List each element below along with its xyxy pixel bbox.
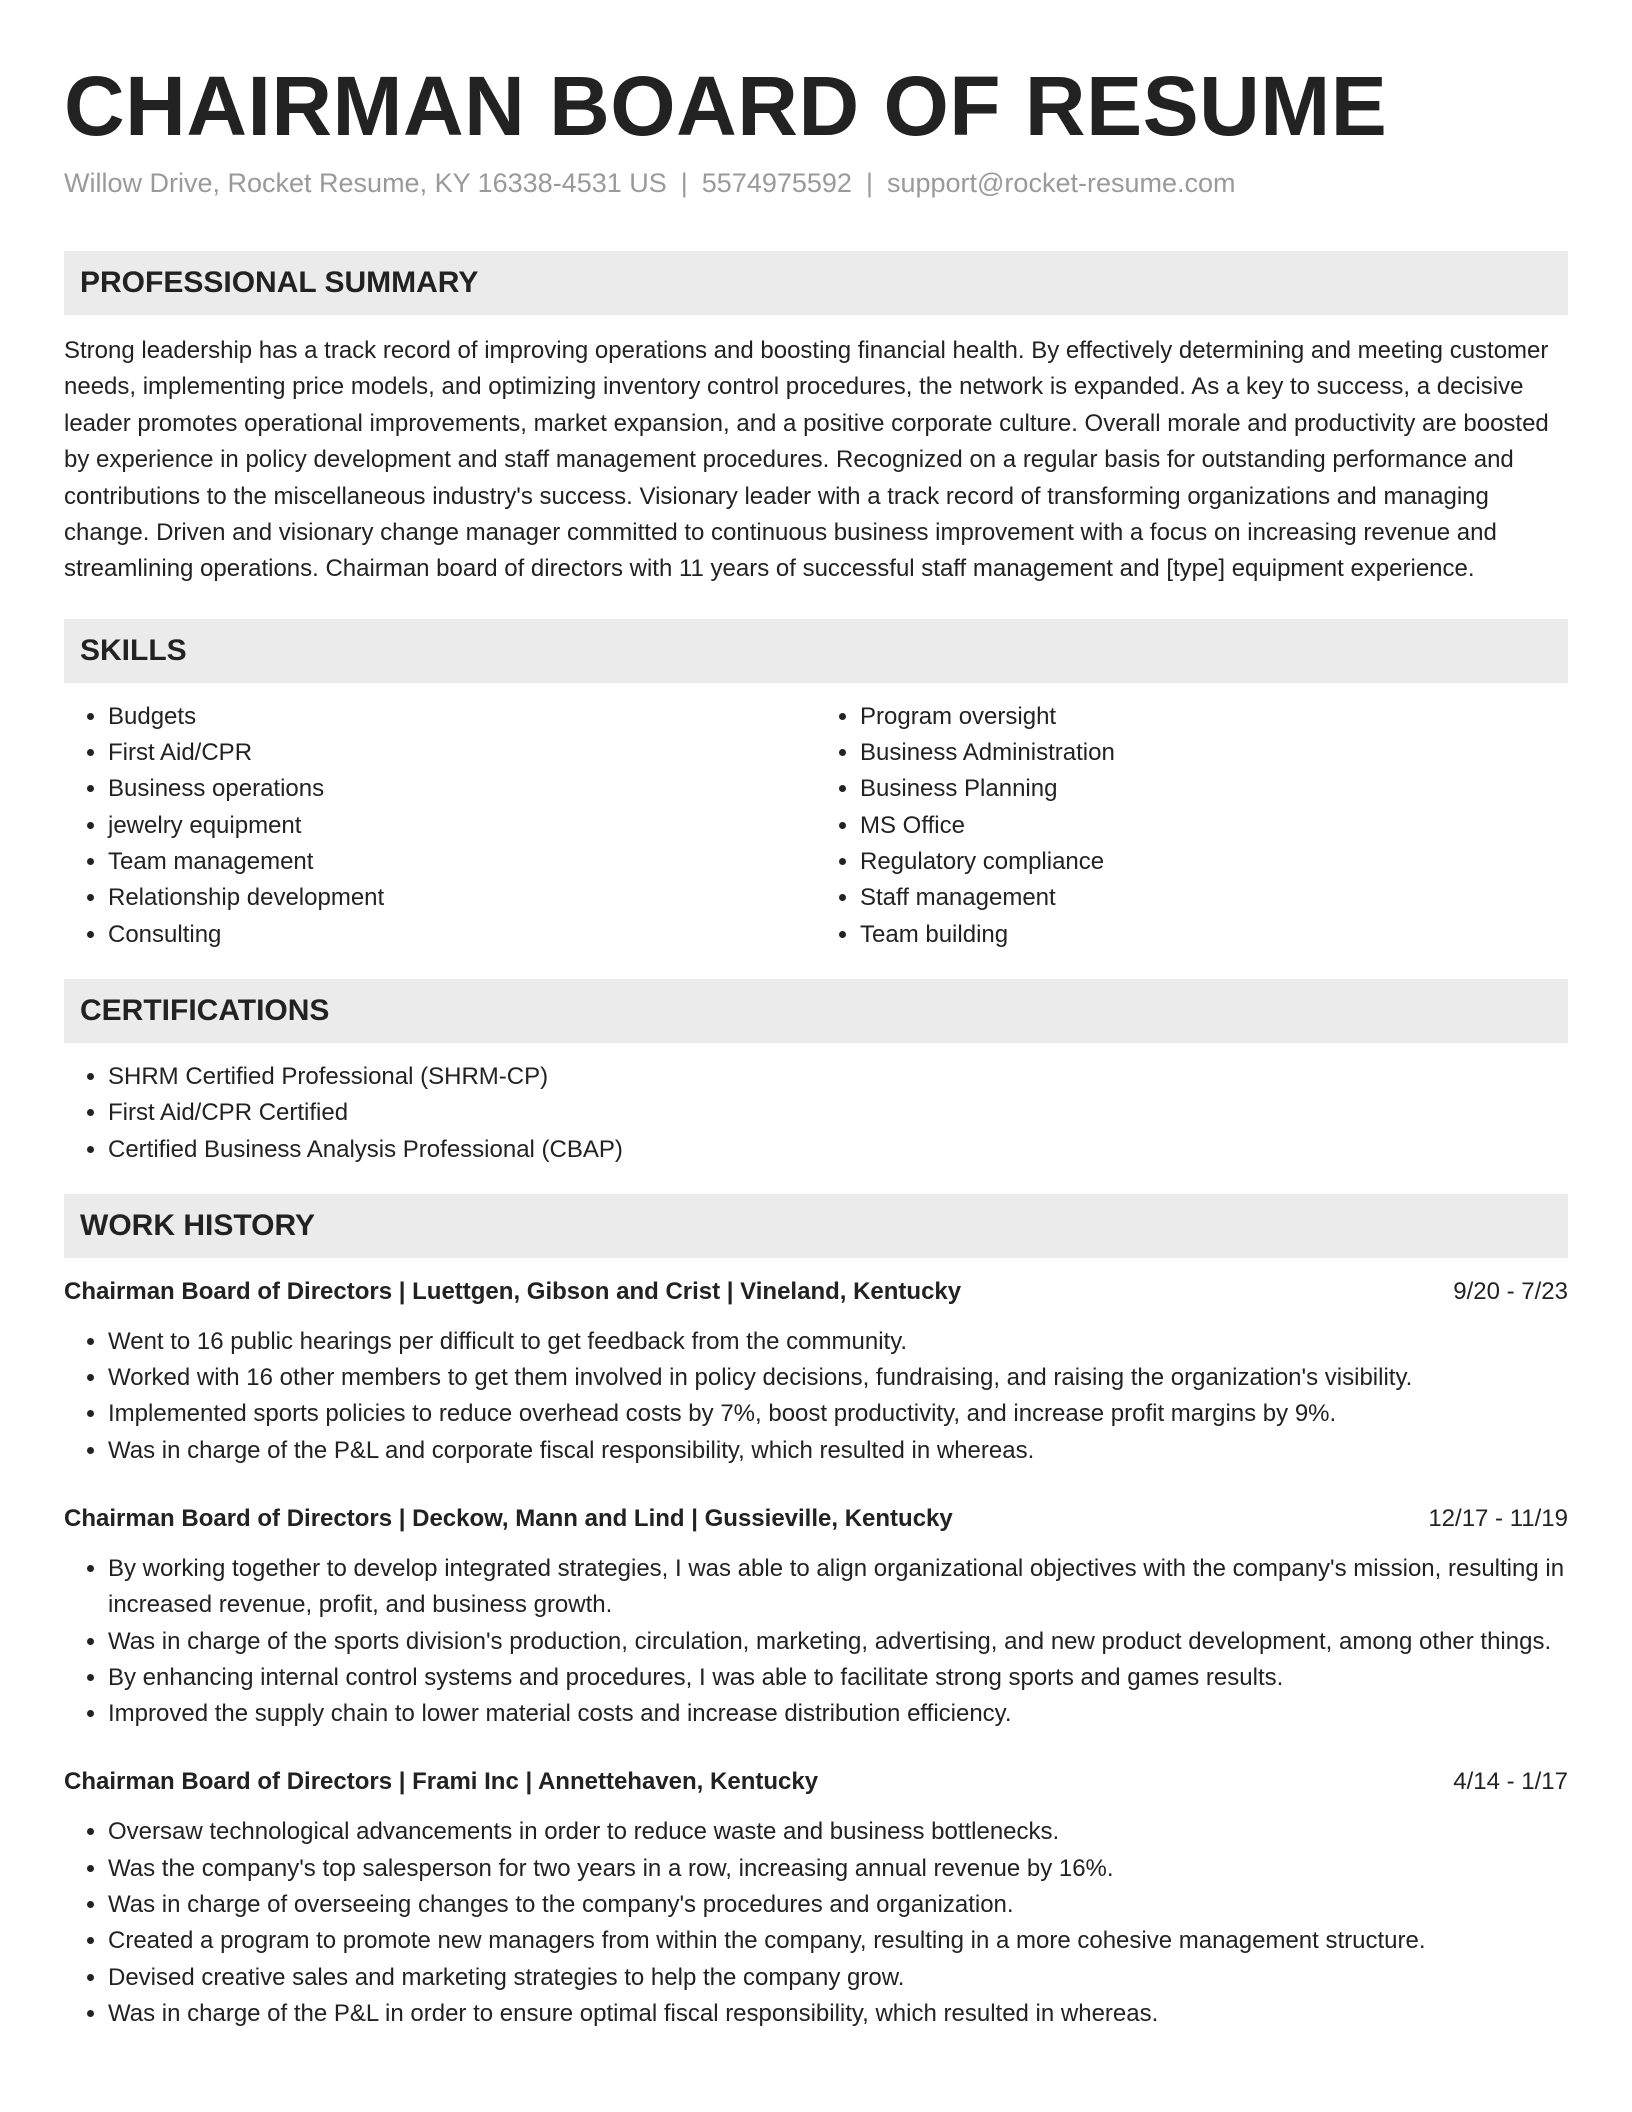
job-bullet: • Was in charge of the sports division's production, circulation, marketing, advertising, and new product development, among other things.: [108, 1624, 1568, 1660]
job-bullet: • Created a program to promote new managers from within the company, resulting in a more cohesive management structure.: [108, 1923, 1568, 1959]
job-header: [64, 1501, 1568, 1537]
job-bullet: • Devised creative sales and marketing strategies to help the company grow.: [108, 1960, 1568, 1996]
job-header: [64, 1764, 1568, 1800]
contact-separator: |: [865, 168, 873, 198]
skills-columns: [64, 699, 1568, 953]
skill-item: • MS Office: [860, 808, 1568, 844]
contact-line: [64, 166, 1568, 200]
job-entry: [64, 1274, 1568, 1469]
contact-address: Willow Drive, Rocket Resume, KY 16338-4531 US: [64, 168, 667, 198]
job-title: Chairman Board of Directors | Luettgen, Gibson and Crist | Vineland, Kentucky: [64, 1277, 962, 1305]
contact-phone: 5574975592: [701, 168, 852, 198]
certifications-list: [64, 1059, 1568, 1168]
job-title: Chairman Board of Directors | Deckow, Mann and Lind | Gussieville, Kentucky: [64, 1505, 953, 1532]
section-heading-certifications: CERTIFICATIONS: [64, 979, 1568, 1043]
section-heading-skills: SKILLS: [64, 619, 1568, 683]
job-entry: [64, 1501, 1568, 1732]
skills-list-left: [64, 699, 816, 953]
skill-item: • Staff management: [860, 880, 1568, 916]
skill-item: • First Aid/CPR: [108, 735, 816, 771]
skill-item: • Budgets: [108, 699, 816, 735]
skill-item: • Business Administration: [860, 735, 1568, 771]
certification-item: • First Aid/CPR Certified: [108, 1095, 1568, 1131]
job-header: [64, 1274, 1568, 1310]
job-bullets: [64, 1551, 1568, 1732]
certification-item: • SHRM Certified Professional (SHRM-CP): [108, 1059, 1568, 1095]
job-bullet: • Worked with 16 other members to get them involved in policy decisions, fundraising, and raising the organization's visibility.: [108, 1360, 1568, 1396]
job-dates: 12/17 - 11/19: [1428, 1505, 1568, 1532]
section-heading-summary: PROFESSIONAL SUMMARY: [64, 251, 1568, 315]
skill-item: • Business operations: [108, 771, 816, 807]
job-bullet: • Oversaw technological advancements in order to reduce waste and business bottlenecks.: [108, 1814, 1568, 1850]
resume-name: CHAIRMAN BOARD OF RESUME: [64, 59, 1388, 153]
job-bullets: [64, 1814, 1568, 2032]
skills-list-right: [816, 699, 1568, 953]
contact-separator: |: [680, 168, 688, 198]
job-bullets: [64, 1324, 1568, 1469]
skill-item: • Consulting: [108, 917, 816, 953]
job-bullet: • Improved the supply chain to lower material costs and increase distribution efficiency.: [108, 1696, 1568, 1732]
job-bullet: • Went to 16 public hearings per difficult to get feedback from the community.: [108, 1324, 1568, 1360]
skill-item: • Program oversight: [860, 699, 1568, 735]
job-entry: [64, 1764, 1568, 2032]
job-bullet: • Was in charge of overseeing changes to the company's procedures and organization.: [108, 1887, 1568, 1923]
job-dates: 4/14 - 1/17: [1453, 1768, 1568, 1796]
skill-item: • Relationship development: [108, 880, 816, 916]
certification-item: • Certified Business Analysis Professional (CBAP): [108, 1132, 1568, 1168]
job-bullet: • Was in charge of the P&L and corporate fiscal responsibility, which resulted in whereas.: [108, 1433, 1568, 1469]
job-bullet: • Was the company's top salesperson for two years in a row, increasing annual revenue by 16%.: [108, 1851, 1568, 1887]
job-bullet: • Was in charge of the P&L in order to ensure optimal fiscal responsibility, which resulted in whereas.: [108, 1996, 1568, 2032]
job-bullet: • Implemented sports policies to reduce overhead costs by 7%, boost productivity, and increase profit margins by 9%.: [108, 1396, 1568, 1432]
section-heading-work-history: WORK HISTORY: [64, 1194, 1568, 1258]
skill-item: • Business Planning: [860, 771, 1568, 807]
job-dates: 9/20 - 7/23: [1453, 1277, 1568, 1305]
job-title: Chairman Board of Directors | Frami Inc | Annettehaven, Kentucky: [64, 1768, 819, 1796]
summary-text: Strong leadership has a track record of improving operations and boosting financial health. By effectively determining and meeting customer needs, implementing price models, and optimizing inventory control procedures, the network is expanded. As a key to success, a decisive leader promotes operational improvements, market expansion, and a positive corporate culture. Overall morale and productivity are boosted by experience in policy development and staff management procedures. Recognized on a regular basis for outstanding performance and contributions to the miscellaneous industry's success. Visionary leader with a track record of transforming organizations and managing change. Driven and visionary change manager committed to continuous business improvement with a focus on increasing revenue and streamlining operations. Chairman board of directors with 11 years of successful staff management and [type] equipment experience.: [64, 337, 1549, 583]
job-bullet: • By working together to develop integrated strategies, I was able to align organizational objectives with the company's mission, resulting in increased revenue, profit, and business growth.: [108, 1551, 1568, 1624]
job-bullet: • By enhancing internal control systems and procedures, I was able to facilitate strong sports and games results.: [108, 1660, 1568, 1696]
skill-item: • Team building: [860, 917, 1568, 953]
skill-item: • jewelry equipment: [108, 808, 816, 844]
skill-item: • Team management: [108, 844, 816, 880]
contact-email: support@rocket-resume.com: [886, 168, 1236, 198]
skill-item: • Regulatory compliance: [860, 844, 1568, 880]
